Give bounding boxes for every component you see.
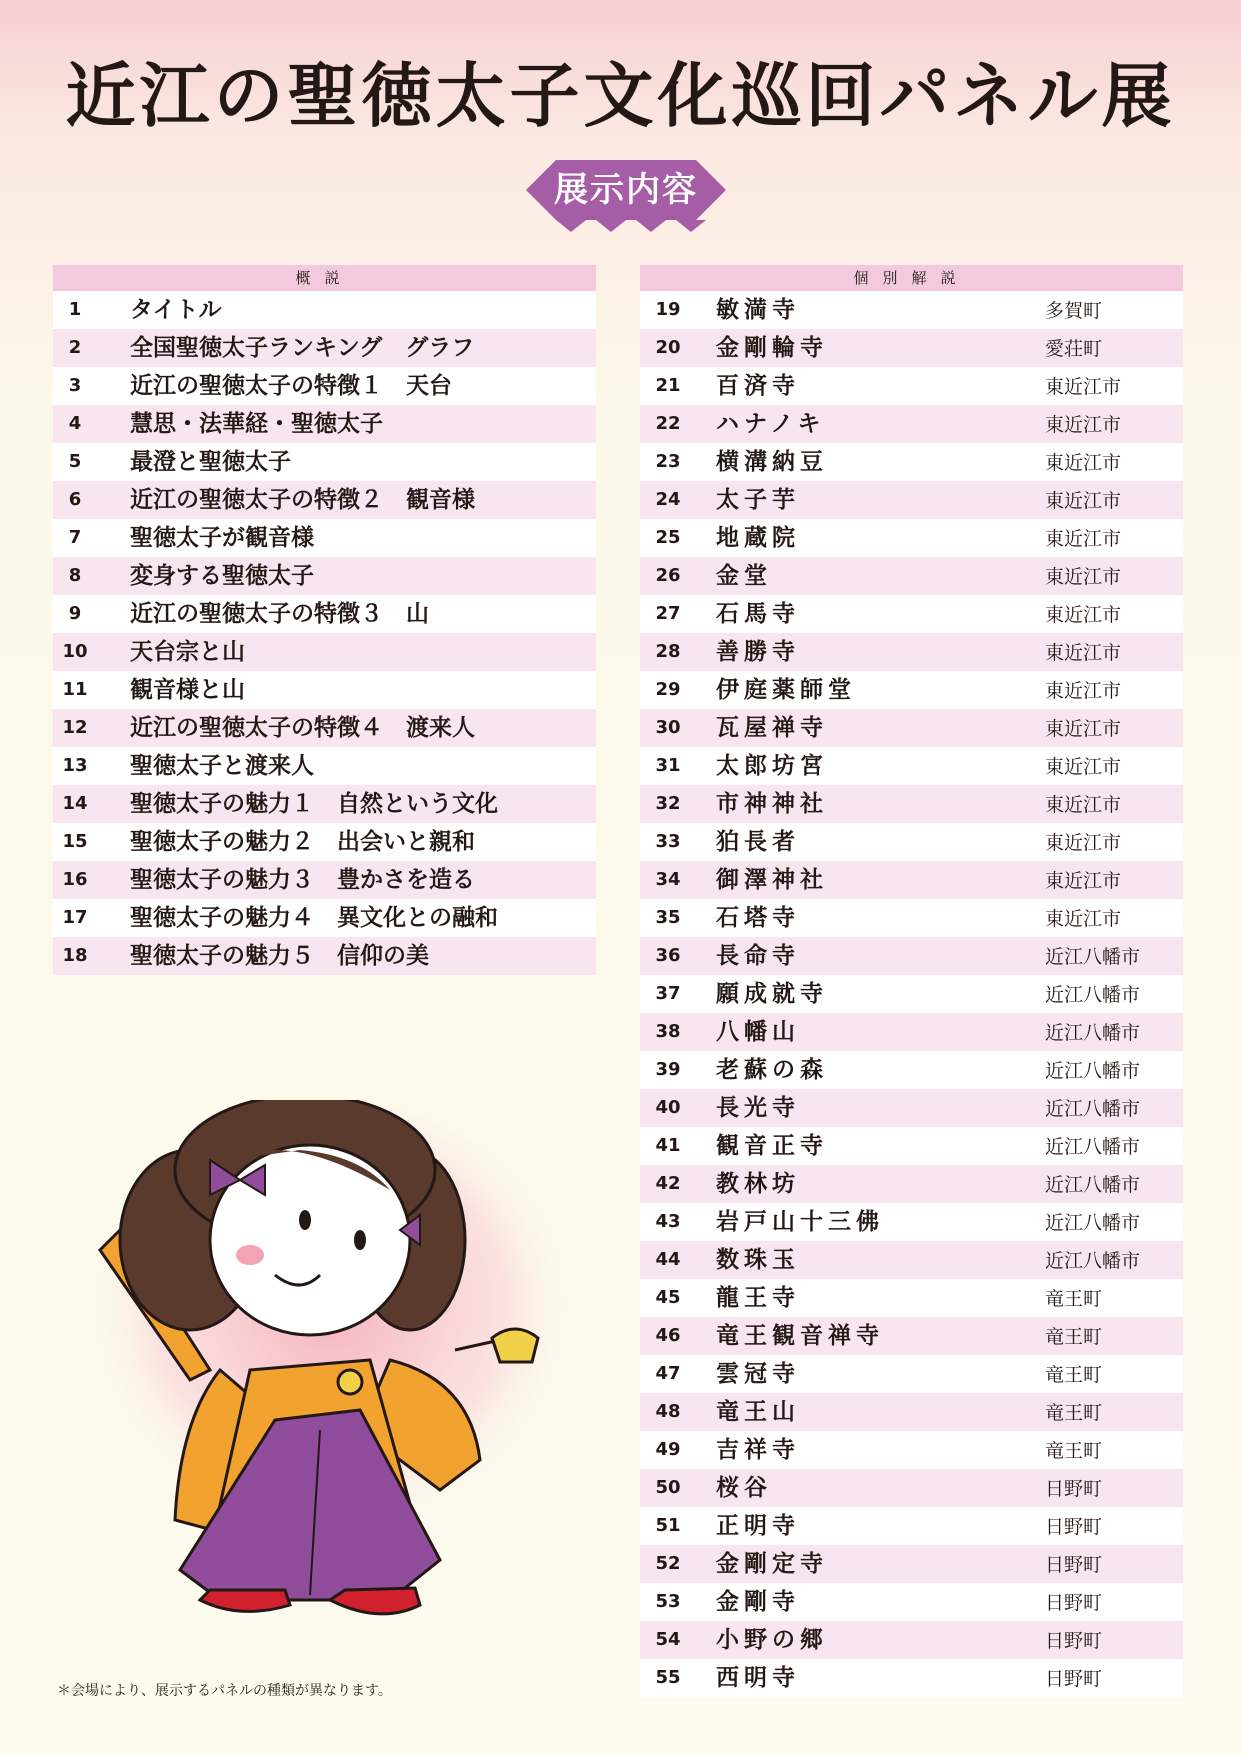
row-location: 東近江市: [1045, 528, 1122, 550]
row-title: 天台宗と山: [130, 639, 245, 665]
table-row: [53, 823, 596, 861]
row-location: 竜王町: [1045, 1440, 1103, 1462]
row-number: 1: [68, 299, 82, 320]
row-number: 4: [68, 413, 82, 434]
row-location: 竜王町: [1045, 1326, 1103, 1348]
individual-table: [640, 265, 1183, 1697]
row-number: 32: [655, 793, 681, 814]
row-number: 9: [68, 603, 82, 624]
row-title: 変身する聖徳太子: [130, 563, 314, 589]
row-number: 54: [655, 1629, 681, 1650]
shotoku-taishi-mascot-illustration: [60, 1100, 580, 1664]
row-number: 3: [68, 375, 82, 396]
row-number: 53: [655, 1591, 681, 1612]
table-row: [640, 1431, 1183, 1469]
row-number: 18: [62, 945, 88, 966]
row-title: 聖徳太子の魅力１ 自然という文化: [130, 791, 498, 817]
table-row: [640, 595, 1183, 633]
table-row: [640, 1089, 1183, 1127]
table-row: [640, 633, 1183, 671]
row-location: 東近江市: [1045, 376, 1122, 398]
row-title: 正明寺: [716, 1513, 800, 1539]
row-number: 43: [655, 1211, 681, 1232]
row-number: 20: [655, 337, 681, 358]
row-title: 狛長者: [716, 829, 800, 855]
row-number: 17: [62, 907, 88, 928]
footnote: ＊会場により、展示するパネルの種類が異なります。: [57, 1683, 392, 1699]
table-row: [53, 861, 596, 899]
table-row: [640, 1013, 1183, 1051]
table-row: [53, 519, 596, 557]
row-title: 聖徳太子が観音様: [130, 525, 314, 551]
row-title: タイトル: [130, 297, 222, 323]
table-row: [53, 937, 596, 975]
table-row: [640, 519, 1183, 557]
row-number: 19: [655, 299, 681, 320]
row-number: 47: [655, 1363, 681, 1384]
row-title: 瓦屋禅寺: [716, 715, 828, 741]
row-title: 聖徳太子の魅力４ 異文化との融和: [130, 905, 498, 931]
row-title: 全国聖徳太子ランキング グラフ: [130, 335, 475, 361]
row-number: 41: [655, 1135, 681, 1156]
row-number: 38: [655, 1021, 681, 1042]
row-title: 長光寺: [716, 1095, 800, 1121]
table-row: [640, 1203, 1183, 1241]
row-title: 敏満寺: [716, 297, 800, 323]
row-location: 東近江市: [1045, 680, 1122, 702]
row-title: 市神神社: [716, 791, 828, 817]
row-number: 35: [655, 907, 681, 928]
row-number: 16: [62, 869, 88, 890]
table-row: [640, 329, 1183, 367]
row-title: 雲冠寺: [716, 1361, 800, 1387]
table-row: [640, 481, 1183, 519]
table-row: [640, 1279, 1183, 1317]
row-number: 25: [655, 527, 681, 548]
row-location: 近江八幡市: [1045, 1250, 1141, 1272]
row-title: 聖徳太子と渡来人: [130, 753, 314, 779]
row-number: 49: [655, 1439, 681, 1460]
row-number: 39: [655, 1059, 681, 1080]
row-title: 金堂: [716, 563, 772, 589]
table-row: [53, 329, 596, 367]
row-number: 26: [655, 565, 681, 586]
row-number: 45: [655, 1287, 681, 1308]
row-location: 東近江市: [1045, 908, 1122, 930]
row-title: 観音様と山: [130, 677, 245, 703]
overview-header: 概説: [53, 265, 596, 291]
row-title: 教林坊: [716, 1171, 800, 1197]
table-row: [640, 367, 1183, 405]
row-location: 近江八幡市: [1045, 1212, 1141, 1234]
row-number: 36: [655, 945, 681, 966]
table-row: [640, 975, 1183, 1013]
table-row: [640, 785, 1183, 823]
row-title: 近江の聖徳太子の特徴３ 山: [130, 601, 429, 627]
row-number: 28: [655, 641, 681, 662]
table-row: [640, 1241, 1183, 1279]
row-location: 日野町: [1045, 1630, 1103, 1652]
row-title: 石塔寺: [716, 905, 800, 931]
row-location: 東近江市: [1045, 756, 1122, 778]
table-row: [640, 1051, 1183, 1089]
row-number: 7: [68, 527, 82, 548]
row-title: 近江の聖徳太子の特徴１ 天台: [130, 373, 452, 399]
row-number: 40: [655, 1097, 681, 1118]
row-number: 34: [655, 869, 681, 890]
row-title: 伊庭薬師堂: [716, 677, 856, 703]
table-row: [640, 557, 1183, 595]
row-number: 11: [62, 679, 88, 700]
row-location: 東近江市: [1045, 870, 1122, 892]
table-row: [640, 899, 1183, 937]
table-row: [640, 671, 1183, 709]
table-row: [640, 1507, 1183, 1545]
table-row: [53, 291, 596, 329]
row-number: 13: [62, 755, 88, 776]
table-row: [640, 1469, 1183, 1507]
table-row: [640, 405, 1183, 443]
table-row: [640, 443, 1183, 481]
row-title: 聖徳太子の魅力５ 信仰の美: [130, 943, 429, 969]
row-location: 愛荘町: [1045, 338, 1103, 360]
row-location: 近江八幡市: [1045, 1060, 1141, 1082]
table-row: [640, 1659, 1183, 1697]
row-number: 48: [655, 1401, 681, 1422]
row-title: 観音正寺: [716, 1133, 828, 1159]
table-row: [53, 557, 596, 595]
row-number: 2: [68, 337, 82, 358]
row-title: 横溝納豆: [716, 449, 828, 475]
row-number: 46: [655, 1325, 681, 1346]
table-row: [640, 861, 1183, 899]
table-row: [53, 709, 596, 747]
row-title: 聖徳太子の魅力２ 出会いと親和: [130, 829, 475, 855]
row-title: 聖徳太子の魅力３ 豊かさを造る: [130, 867, 475, 893]
table-row: [640, 1127, 1183, 1165]
table-row: [640, 1355, 1183, 1393]
row-title: 吉祥寺: [716, 1437, 800, 1463]
table-row: [640, 747, 1183, 785]
row-location: 近江八幡市: [1045, 1174, 1141, 1196]
table-row: [640, 1621, 1183, 1659]
individual-header: 個別解説: [640, 265, 1183, 291]
row-number: 15: [62, 831, 88, 852]
row-number: 27: [655, 603, 681, 624]
row-title: 御澤神社: [716, 867, 828, 893]
table-row: [53, 481, 596, 519]
row-location: 竜王町: [1045, 1288, 1103, 1310]
row-location: 近江八幡市: [1045, 984, 1141, 1006]
row-title: 最澄と聖徳太子: [130, 449, 291, 475]
row-number: 14: [62, 793, 88, 814]
row-number: 23: [655, 451, 681, 472]
row-title: 桜谷: [716, 1475, 772, 1501]
row-location: 東近江市: [1045, 490, 1122, 512]
row-number: 29: [655, 679, 681, 700]
row-location: 近江八幡市: [1045, 946, 1141, 968]
row-location: 東近江市: [1045, 794, 1122, 816]
table-row: [53, 633, 596, 671]
row-location: 東近江市: [1045, 832, 1122, 854]
table-row: [53, 405, 596, 443]
overview-table: [53, 265, 596, 975]
row-title: 竜王山: [716, 1399, 800, 1425]
badge-label: 展示内容: [554, 170, 698, 210]
row-title: 太郎坊宮: [716, 753, 828, 779]
row-title: 岩戸山十三佛: [716, 1209, 884, 1235]
row-location: 近江八幡市: [1045, 1136, 1141, 1158]
row-number: 6: [68, 489, 82, 510]
table-row: [53, 595, 596, 633]
row-number: 31: [655, 755, 681, 776]
table-row: [640, 1393, 1183, 1431]
row-title: 石馬寺: [716, 601, 800, 627]
row-location: 東近江市: [1045, 566, 1122, 588]
row-number: 37: [655, 983, 681, 1004]
row-location: 竜王町: [1045, 1402, 1103, 1424]
row-number: 42: [655, 1173, 681, 1194]
row-number: 21: [655, 375, 681, 396]
row-title: 小野の郷: [716, 1627, 828, 1653]
row-number: 30: [655, 717, 681, 738]
row-location: 日野町: [1045, 1592, 1103, 1614]
table-row: [53, 443, 596, 481]
table-row: [53, 367, 596, 405]
table-row: [53, 785, 596, 823]
row-title: 地蔵院: [716, 525, 800, 551]
row-title: 慧思・法華経・聖徳太子: [130, 411, 383, 437]
page-title: 近江の聖徳太子文化巡回パネル展: [65, 55, 1176, 137]
table-row: [640, 823, 1183, 861]
row-title: 太子芋: [716, 487, 800, 513]
row-number: 44: [655, 1249, 681, 1270]
table-row: [53, 899, 596, 937]
row-number: 8: [68, 565, 82, 586]
row-title: 近江の聖徳太子の特徴２ 観音様: [130, 487, 475, 513]
row-title: 願成就寺: [716, 981, 828, 1007]
row-number: 52: [655, 1553, 681, 1574]
row-title: 金剛寺: [716, 1589, 800, 1615]
row-title: 金剛輪寺: [716, 335, 828, 361]
row-number: 10: [62, 641, 88, 662]
row-title: ハナノキ: [716, 411, 826, 437]
row-title: 金剛定寺: [716, 1551, 828, 1577]
row-location: 日野町: [1045, 1516, 1103, 1538]
row-title: 善勝寺: [716, 639, 800, 665]
row-title: 西明寺: [716, 1665, 800, 1691]
row-location: 近江八幡市: [1045, 1098, 1141, 1120]
row-number: 55: [655, 1667, 681, 1688]
row-location: 日野町: [1045, 1554, 1103, 1576]
row-number: 51: [655, 1515, 681, 1536]
row-location: 東近江市: [1045, 604, 1122, 626]
row-title: 長命寺: [716, 943, 800, 969]
section-badge: [516, 160, 736, 232]
row-location: 東近江市: [1045, 642, 1122, 664]
row-location: 東近江市: [1045, 718, 1122, 740]
row-number: 5: [68, 451, 82, 472]
row-title: 竜王観音禅寺: [716, 1323, 884, 1349]
table-row: [640, 1317, 1183, 1355]
row-location: 多賀町: [1045, 300, 1103, 322]
table-row: [53, 747, 596, 785]
table-row: [640, 1545, 1183, 1583]
table-row: [640, 709, 1183, 747]
table-row: [640, 1165, 1183, 1203]
row-location: 日野町: [1045, 1668, 1103, 1690]
row-location: 竜王町: [1045, 1364, 1103, 1386]
row-location: 東近江市: [1045, 452, 1122, 474]
table-row: [640, 937, 1183, 975]
table-row: [53, 671, 596, 709]
table-row: [640, 291, 1183, 329]
row-number: 24: [655, 489, 681, 510]
row-title: 近江の聖徳太子の特徴４ 渡来人: [130, 715, 475, 741]
row-number: 33: [655, 831, 681, 852]
row-title: 龍王寺: [716, 1285, 800, 1311]
table-row: [640, 1583, 1183, 1621]
row-number: 22: [655, 413, 681, 434]
row-location: 近江八幡市: [1045, 1022, 1141, 1044]
row-number: 50: [655, 1477, 681, 1498]
row-title: 老蘇の森: [716, 1057, 828, 1083]
row-location: 日野町: [1045, 1478, 1103, 1500]
row-number: 12: [62, 717, 88, 738]
row-location: 東近江市: [1045, 414, 1122, 436]
row-title: 八幡山: [716, 1019, 800, 1045]
row-title: 数珠玉: [716, 1247, 800, 1273]
row-title: 百済寺: [716, 373, 800, 399]
